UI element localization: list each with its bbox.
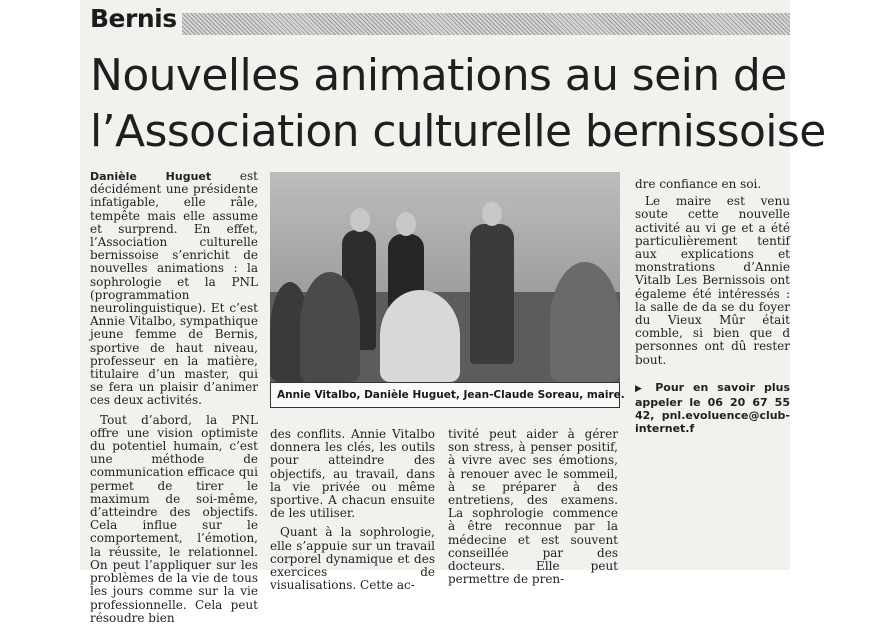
paragraph-text: est décidément une présidente infatigable, elle râle, tempête mais elle assume et surprend. En effet, l’Association culturelle bernissoise s’enrichit de nouvelles animations : la sophrologie et la PNL (programmation neurolinguistique). Et c’est Annie Vitalbo, sympathique jeune femme de Bernis, sportive de haut niveau, professeur en la matière, titulaire d’un master, qui se fera un plaisir d’animer ces deux activités. <box>90 169 258 408</box>
rubric-hatched-bar <box>182 13 790 35</box>
contact-info-text: Pour en savoir plus appeler le 06 20 67 55 42, pnl.evoluence@club-internet.f <box>635 380 790 435</box>
article-column-3 <box>448 428 618 586</box>
paragraph <box>90 170 258 408</box>
photo-caption: Annie Vitalbo, Danièle Huguet, Jean-Claude Soreau, maire. <box>270 382 620 408</box>
article-column-2 <box>270 428 435 592</box>
paragraph: tivité peut aider à gérer son stress, à penser positif, à vivre avec ses émotions, à renouer avec le sommeil, à se préparer à des entretiens, des examens. La sophrologie commence à être reconnue par la médecine et est souvent conseillée par des docteurs. Elle peut permettre de pren- <box>448 427 618 587</box>
paragraph: Tout d’abord, la PNL offre une vision optimiste du potentiel humain, c’est une méthode de communication efficace qui permet de tirer le maximum de soi-même, d’atteindre des objectifs. Cela influe sur le comportement, l’émotion, la réussite, le relationnel. On peut l’appliquer sur les problèmes de la vie de tous les jours comme sur la vie professionnelle. Cela peut résoudre bien <box>90 412 258 625</box>
article-photo <box>270 172 620 382</box>
arrow-icon: ▶ <box>635 383 656 394</box>
person-head <box>350 208 370 232</box>
audience-member <box>380 290 460 382</box>
audience-member <box>300 272 360 382</box>
contact-info <box>635 381 790 435</box>
paragraph: Quant à la sophrologie, elle s’appuie sur un travail corporel dynamique et des exercices de visualisations. Cette ac- <box>270 525 435 593</box>
section-rubric: Bernis <box>90 4 177 33</box>
headline <box>90 48 826 160</box>
person-figure <box>470 224 514 364</box>
article-column-1 <box>90 170 258 625</box>
paragraph: Le maire est venu soute cette nouvelle activité au vi ge et a été particulièrement tentif aux explications et monstrations d’Annie Vitalb Les Bernissois ont égaleme été intéressés : la salle de da se du foyer du Vieux Mûr était comble, si bien que d personnes ont dû rester bout. <box>635 194 790 367</box>
paragraph: dre confiance en soi. <box>635 177 762 191</box>
newspaper-clipping <box>80 0 826 625</box>
person-head <box>482 202 502 226</box>
person-head <box>396 212 416 236</box>
audience-member <box>550 262 620 382</box>
author-name: Danièle Huguet <box>90 170 212 183</box>
article-column-4 <box>635 178 790 435</box>
paragraph: des conflits. Annie Vitalbo donnera les clés, les outils pour atteindre des objectifs, au travail, dans la vie privée ou même sportive. A chacun ensuite de les utiliser. <box>270 427 435 521</box>
headline-line-1: Nouvelles animations au sein de <box>90 50 787 101</box>
headline-line-2: l’Association culturelle bernissoise <box>90 106 826 157</box>
